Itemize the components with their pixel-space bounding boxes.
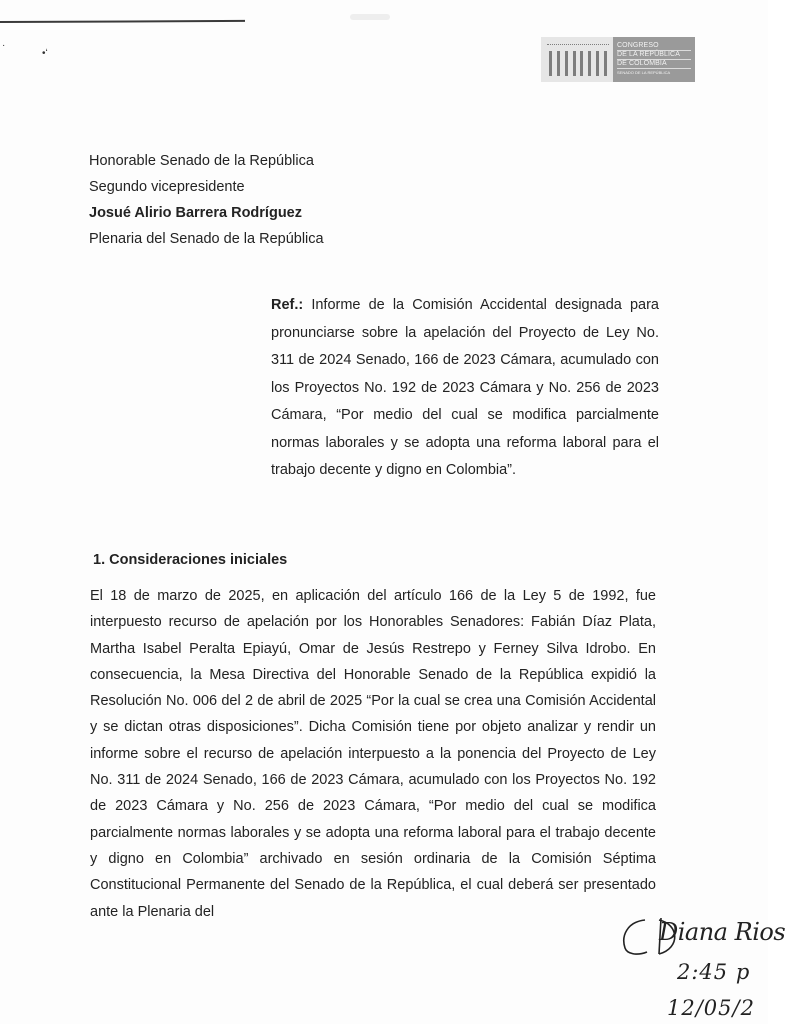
logo-plate xyxy=(613,37,695,82)
address-line: Honorable Senado de la República xyxy=(89,153,314,169)
logo-line: DE LA REPÚBLICA xyxy=(617,51,691,60)
handwritten-signature xyxy=(615,910,785,1024)
reference-label: Ref.: xyxy=(271,297,304,313)
signature-date: 12/05/2 xyxy=(667,996,755,1020)
signature-time: 2:45 p xyxy=(677,960,751,984)
logo-line: CONGRESO xyxy=(617,42,691,51)
scan-speck: · xyxy=(2,40,6,51)
signature-name: Diana Rios xyxy=(659,918,785,946)
address-line: Plenaria del Senado de la República xyxy=(89,231,324,247)
reference-block xyxy=(271,292,659,485)
congress-logo xyxy=(541,37,695,82)
reference-text: Informe de la Comisión Accidental designada para pronunciarse sobre la apelación del Proyecto de Ley No. 311 de 2024 Senado, 166 de 2023 Cámara, acumulado con los Proyectos No. 192 de 2023 Cámara y No. 256 de 2023 Cámara, “Por medio del cual se modifica parcialmente normas laborales y se adopta una reforma laboral para el trabajo decente y digno en Colombia”. xyxy=(271,297,659,478)
recipient-address xyxy=(89,148,324,252)
section-heading: 1. Consideraciones iniciales xyxy=(93,552,288,568)
logo-line: DE COLOMBIA xyxy=(617,60,691,69)
logo-line: SENADO DE LA REPÚBLICA xyxy=(617,70,671,75)
recipient-name: Josué Alirio Barrera Rodríguez xyxy=(89,205,302,221)
address-line: Segundo vicepresidente xyxy=(89,179,245,195)
scan-smudge xyxy=(350,14,390,20)
capitol-building-icon xyxy=(541,37,613,82)
scan-speck: •ʻ xyxy=(42,48,48,59)
body-paragraph: El 18 de marzo de 2025, en aplicación del artículo 166 de la Ley 5 de 1992, fue interpuesto recurso de apelación por los Honorables Senadores: Fabián Díaz Plata, Martha Isabel Peralta Epiayú, Omar de Jesús Restrepo y Ferney Silva Idrobo. En consecuencia, la Mesa Directiva del Honorable Senado de la República expidió la Resolución No. 006 del 2 de abril de 2025 “Por la cual se crea una Comisión Accidental y se dictan otras disposiciones”. Dicha Comisión tiene por objeto analizar y rendir un informe sobre el recurso de apelación interpuesto a la ponencia del Proyecto de Ley No. 311 de 2024 Senado, 166 de 2023 Cámara, acumulado con los Proyectos No. 192 de 2023 Cámara y No. 256 de 2023 Cámara, “Por medio del cual se modifica parcialmente normas laborales y se adopta una reforma laboral para el trabajo decente y digno en Colombia” archivado en sesión ordinaria de la Comisión Séptima Constitucional Permanente del Senado de la República, el cual deberá ser presentado ante la Plenaria del xyxy=(90,588,656,920)
top-rule xyxy=(0,20,245,23)
